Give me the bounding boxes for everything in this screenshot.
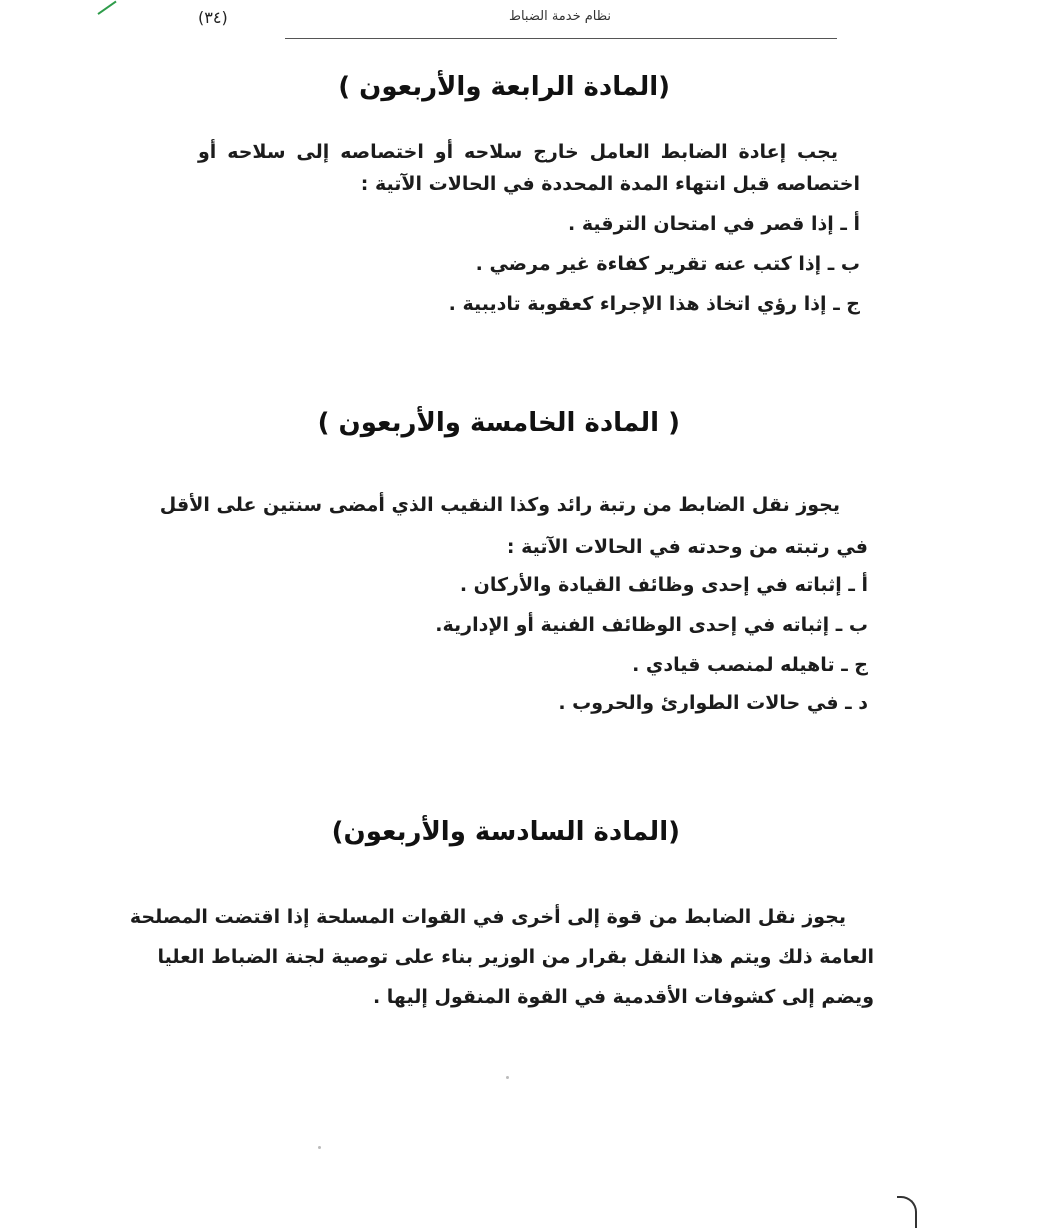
article-44-line: ج ـ إذا رؤي اتخاذ هذا الإجراء كعقوبة تاديبية . [448,293,860,315]
article-46-heading: (المادة السادسة والأربعون) [331,817,680,847]
article-44-line: اختصاصه قبل انتهاء المدة المحددة في الحالات الآتية : [360,173,860,195]
article-44-line: أ ـ إذا قصر في امتحان الترقية . [568,213,860,235]
article-46-line: ويضم إلى كشوفات الأقدمية في القوة المنقول إليها . [372,986,874,1008]
article-45-line: د ـ في حالات الطوارئ والحروب . [558,692,868,714]
header-divider [285,38,837,39]
scan-speck [318,1146,321,1149]
running-header-title: نظام خدمة الضباط [508,9,612,24]
article-44-heading: (المادة الرابعة والأربعون ) [338,72,670,102]
article-44-line: يجب إعادة الضابط العامل خارج سلاحه أو اختصاصه إلى سلاحه أو [198,141,838,163]
article-45-line: أ ـ إثباته في إحدى وظائف القيادة والأركان . [459,574,868,596]
article-45-line: ب ـ إثباته في إحدى الوظائف الفنية أو الإدارية. [435,614,868,636]
corner-pen-mark [89,0,116,15]
scan-speck [506,1076,509,1079]
article-46-line: يجوز نقل الضابط من قوة إلى أخرى في القوات المسلحة إذا اقتضت المصلحة [129,906,846,928]
page-number: (٣٤) [198,8,228,27]
page-corner-bracket [897,1196,917,1228]
article-45-heading: ( المادة الخامسة والأربعون ) [317,408,680,438]
article-45-line: في رتبته من وحدته في الحالات الآتية : [506,536,868,558]
article-44-line: ب ـ إذا كتب عنه تقرير كفاءة غير مرضي . [475,253,860,275]
article-45-line: ج ـ تاهيله لمنصب قيادي . [632,654,868,676]
article-45-line: يجوز نقل الضابط من رتبة رائد وكذا النقيب الذي أمضى سنتين على الأقل [159,494,840,516]
article-46-line: العامة ذلك ويتم هذا النقل بقرار من الوزير بناء على توصية لجنة الضباط العليا [157,946,874,968]
